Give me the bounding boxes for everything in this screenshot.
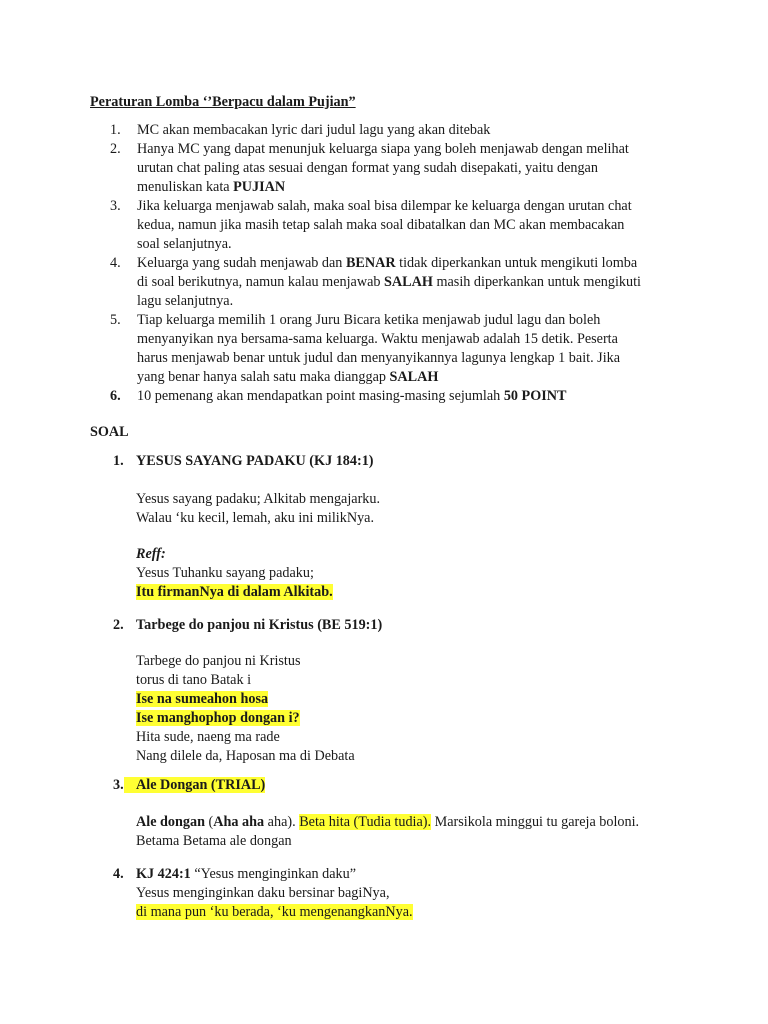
highlighted-lyric: Ise manghophop dongan i? [136, 710, 300, 726]
rule-text: Keluarga yang sudah menjawab dan [137, 255, 346, 271]
question-heading [113, 776, 683, 795]
question-title: YESUS SAYANG PADAKU (KJ 184:1) [136, 453, 374, 469]
rule-text-line: Jika keluarga menjawab salah, maka soal bisa dilempar ke keluarga dengan urutan chat [137, 198, 632, 214]
rule-text-line [137, 273, 680, 292]
rule-text-line [137, 254, 680, 273]
lyric-line: Betama Betama ale dongan [136, 833, 292, 849]
document-title: Peraturan Lomba ‘’Berpacu dalam Pujian” [90, 94, 356, 110]
rule-text: MC akan membacakan lyric dari judul lagu yang akan ditebak [137, 122, 491, 138]
rule-keyword: PUJIAN [233, 179, 286, 195]
lyric-line: Yesus menginginkan daku bersinar bagiNya, [136, 885, 390, 901]
rule-keyword: SALAH [389, 369, 439, 385]
rule-text-line: soal selanjutnya. [137, 236, 232, 252]
rule-text: tidak diperkankan untuk mengikuti lomba [395, 255, 638, 271]
rules-list [110, 121, 680, 406]
rule-item-4 [110, 254, 680, 311]
lyric-line-highlighted [136, 583, 696, 602]
lyric-text: Marsikola minggui tu gareja boloni. [431, 814, 640, 830]
rule-number: 6. [110, 388, 121, 404]
rule-number: 4. [110, 255, 121, 271]
question-1-lyrics [136, 490, 696, 528]
question-4-lyrics [136, 884, 696, 922]
rule-text-line: Hanya MC yang dapat menunjuk keluarga siapa yang boleh menjawab dengan melihat [137, 141, 629, 157]
rule-text: 10 pemenang akan mendapatkan point masing-masing sejumlah [137, 388, 504, 404]
rule-item-1 [110, 121, 680, 140]
question-heading [113, 452, 683, 471]
question-1 [113, 452, 683, 471]
rule-number: 3. [110, 198, 121, 214]
rule-item-3 [110, 197, 680, 254]
highlighted-lyric: Beta hita (Tudia tudia). [299, 814, 432, 830]
question-heading [113, 865, 683, 884]
rule-number: 2. [110, 141, 121, 157]
rule-number: 5. [110, 312, 121, 328]
question-1-reff [136, 545, 696, 602]
question-3 [113, 776, 683, 795]
rule-keyword: SALAH [384, 274, 433, 290]
lyric-line: Yesus Tuhanku sayang padaku; [136, 565, 314, 581]
lyric-text: aha). [264, 814, 300, 830]
rule-text-line: menyanyikan nya bersama-sama keluarga. Waktu menjawab adalah 15 detik. Peserta [137, 331, 618, 347]
rule-text: masih diperkankan untuk mengikuti [432, 274, 641, 290]
highlighted-lyric: Itu firmanNya di dalam Alkitab. [136, 584, 333, 600]
rule-text-line [137, 178, 680, 197]
lyric-line-highlighted [136, 690, 696, 709]
rule-text: yang benar hanya salah satu maka dianggap [137, 369, 390, 385]
question-heading [113, 616, 683, 635]
rule-text-line: urutan chat paling atas sesuai dengan format yang sudah disepakati, yaitu dengan [137, 160, 598, 176]
question-title-bold: KJ 424:1 [136, 866, 191, 882]
rule-text-line: Tiap keluarga memilih 1 orang Juru Bicara ketika menjawab judul lagu dan boleh [137, 312, 601, 328]
highlighted-lyric: Ise na sumeahon hosa [136, 691, 269, 707]
lyric-line: Nang dilele da, Haposan ma di Debata [136, 748, 355, 764]
question-number: 2. [113, 617, 124, 633]
rule-text-line: lagu selanjutnya. [137, 293, 234, 309]
rule-text: di soal berikutnya, namun kalau menjawab [137, 274, 385, 290]
question-title: Ale Dongan (TRIAL) [124, 777, 265, 793]
lyric-text: ( [204, 814, 214, 830]
question-number: 1. [113, 453, 124, 469]
rule-number: 1. [110, 122, 121, 138]
lyric-line: Hita sude, naeng ma rade [136, 729, 280, 745]
reff-label: Reff: [136, 546, 166, 562]
rule-text: menuliskan kata [137, 179, 234, 195]
rule-text-line [137, 368, 680, 387]
rule-text-line: kedua, namun jika masih tetap salah maka soal dibatalkan dan MC akan membacakan [137, 217, 625, 233]
question-number: 4. [113, 866, 124, 882]
highlighted-lyric: di mana pun ‘ku berada, ‘ku mengenangkanNya. [136, 904, 413, 920]
lyric-bold: Ale dongan [136, 814, 205, 830]
question-3-lyrics [136, 813, 696, 851]
rule-item-5 [110, 311, 680, 387]
lyric-line: Tarbege do panjou ni Kristus [136, 653, 301, 669]
rule-item-6 [110, 387, 680, 406]
rule-keyword: 50 POINT [503, 388, 567, 404]
question-number: 3. [113, 777, 124, 793]
lyric-line [136, 813, 696, 832]
lyric-bold: Aha aha [213, 814, 265, 830]
rule-item-2 [110, 140, 680, 197]
rule-keyword: BENAR [345, 255, 396, 271]
lyric-line-highlighted [136, 709, 696, 728]
lyric-line: Yesus sayang padaku; Alkitab mengajarku. [136, 491, 381, 507]
question-2 [113, 616, 683, 635]
question-title-rest: “Yesus menginginkan daku” [190, 866, 357, 882]
lyric-line: torus di tano Batak i [136, 672, 252, 688]
lyric-line: Walau ‘ku kecil, lemah, aku ini milikNya. [136, 510, 375, 526]
lyric-line-highlighted [136, 903, 696, 922]
question-4 [113, 865, 683, 884]
soal-heading: SOAL [90, 424, 129, 440]
question-title: Tarbege do panjou ni Kristus (BE 519:1) [136, 617, 383, 633]
rule-text-line: harus menjawab benar untuk judul dan menyanyikannya lagunya lengkap 1 bait. Jika [137, 350, 621, 366]
question-2-lyrics [136, 652, 696, 766]
